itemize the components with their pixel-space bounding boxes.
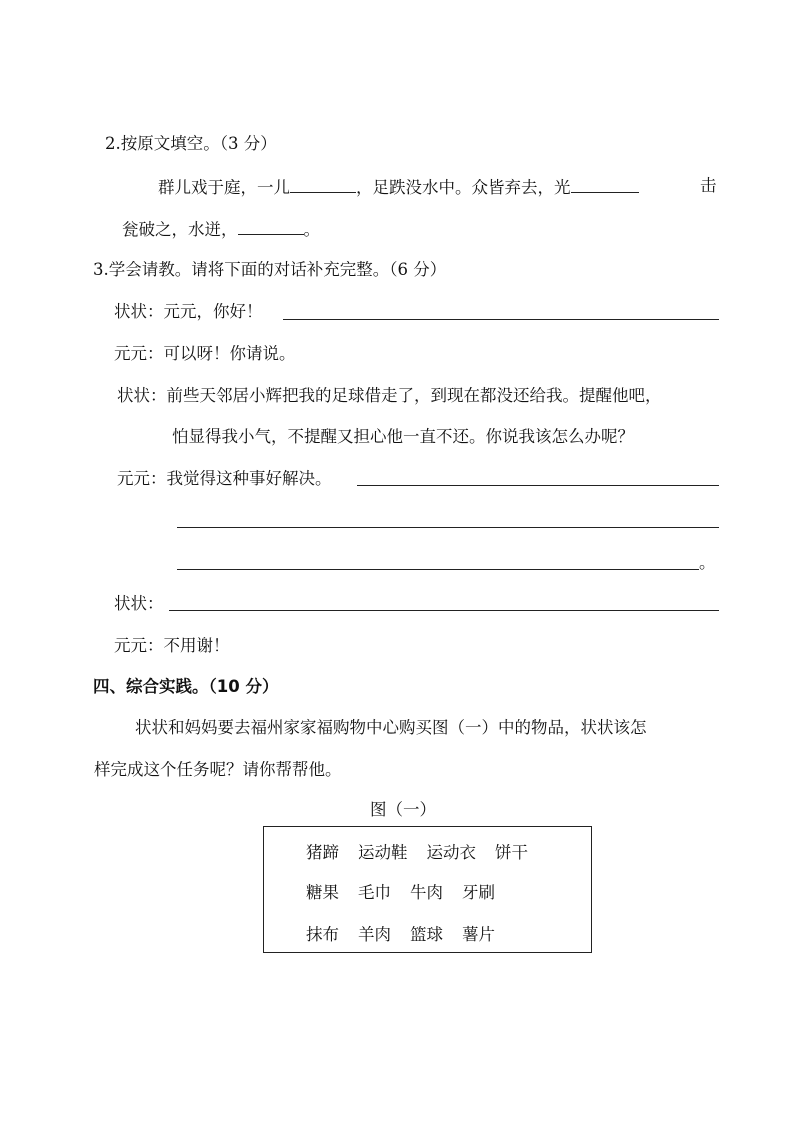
q3-dialogue-4: 元元：我觉得这种事好解决。 bbox=[117, 469, 332, 488]
item-beef: 牛肉 bbox=[410, 883, 443, 902]
section4-paragraph-line2: 样完成这个任务呢？请你帮帮他。 bbox=[94, 760, 342, 779]
q3-answer-line-5[interactable] bbox=[169, 610, 719, 611]
q3-title: 3.学会请教。请将下面的对话补充完整。（6 分） bbox=[93, 260, 447, 279]
items-row-1 bbox=[306, 843, 547, 863]
q3-answer-line-3[interactable] bbox=[177, 527, 719, 528]
item-biscuits: 饼干 bbox=[495, 843, 528, 862]
q3-dialogue-6: 状状： bbox=[114, 594, 164, 613]
item-towel: 毛巾 bbox=[358, 883, 391, 902]
item-toothbrush: 牙刷 bbox=[462, 883, 495, 902]
q2-line1-text-a: 群儿戏于庭，一儿 bbox=[158, 178, 290, 197]
q3-dialogue-3b: 怕显得我小气，不提醒又担心他一直不还。你说我该怎么办呢？ bbox=[172, 427, 634, 446]
item-pig-trotters: 猪蹄 bbox=[306, 843, 339, 862]
figure-title: 图（一） bbox=[370, 800, 436, 819]
item-candy: 糖果 bbox=[306, 883, 339, 902]
q2-line2-text-a: 瓮破之，水迸， bbox=[122, 220, 238, 239]
section4-paragraph-line1: 状状和妈妈要去福州家家福购物中心购买图（一）中的物品，状状该怎 bbox=[135, 718, 647, 737]
item-basketball: 篮球 bbox=[410, 925, 443, 944]
item-chips: 薯片 bbox=[462, 925, 495, 944]
q2-line1 bbox=[158, 176, 639, 198]
items-box bbox=[263, 826, 592, 953]
item-sneakers: 运动鞋 bbox=[358, 843, 408, 862]
section4-heading: 四、综合实践。（10 分） bbox=[93, 677, 279, 696]
q2-line2-text-b: 。 bbox=[303, 220, 320, 239]
q2-line2 bbox=[122, 218, 320, 240]
q2-blank-1[interactable] bbox=[290, 176, 356, 193]
q3-period: 。 bbox=[699, 553, 716, 572]
q2-blank-2[interactable] bbox=[571, 176, 639, 193]
q3-dialogue-7: 元元：不用谢！ bbox=[114, 636, 230, 655]
item-rag: 抹布 bbox=[306, 925, 339, 944]
q3-dialogue-3a: 状状：前些天邻居小辉把我的足球借走了，到现在都没还给我。提醒他吧， bbox=[117, 386, 662, 405]
q3-answer-line-4[interactable] bbox=[177, 569, 699, 570]
q3-dialogue-1: 状状：元元，你好！ bbox=[114, 302, 263, 321]
item-mutton: 羊肉 bbox=[358, 925, 391, 944]
q3-answer-line-1[interactable] bbox=[283, 319, 719, 320]
q3-answer-line-2[interactable] bbox=[357, 485, 719, 486]
q2-line1-end: 击 bbox=[700, 176, 717, 195]
q2-line1-text-b: ，足跌没水中。众皆弃去，光 bbox=[356, 178, 571, 197]
item-sportswear: 运动衣 bbox=[426, 843, 476, 862]
q2-title: 2.按原文填空。（3 分） bbox=[105, 134, 277, 153]
items-row-2 bbox=[306, 883, 514, 903]
items-row-3 bbox=[306, 925, 514, 945]
q2-blank-3[interactable] bbox=[238, 218, 304, 235]
q3-dialogue-2: 元元：可以呀！你请说。 bbox=[114, 344, 296, 363]
